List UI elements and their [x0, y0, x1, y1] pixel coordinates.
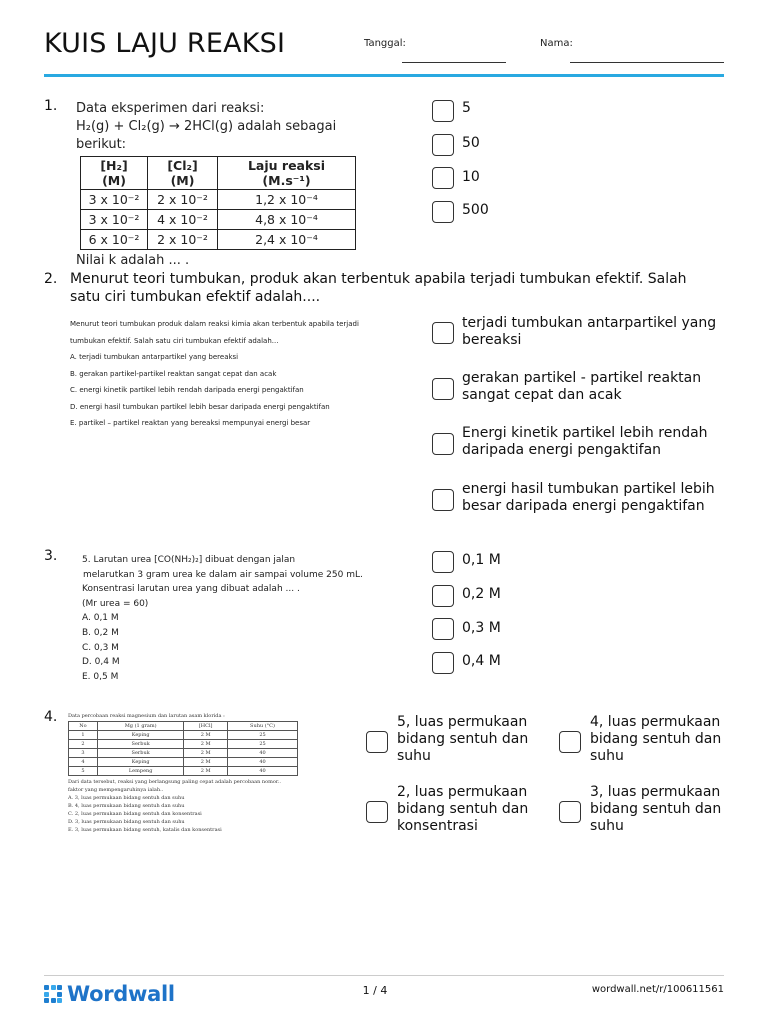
answer-checkbox[interactable] — [559, 801, 581, 823]
table-cell: 2 — [69, 740, 98, 749]
table-row — [69, 758, 298, 767]
table-cell: 2 x 10⁻² — [148, 230, 218, 250]
image-text-line: Menurut teori tumbukan produk dalam reaksi kimia akan terbentuk apabila terjadi — [70, 320, 359, 328]
footer-divider — [44, 975, 724, 976]
answer-option: 50 — [462, 135, 480, 151]
image-text-line: D. 0,4 M — [82, 657, 120, 668]
image-text-line: C. energi kinetik partikel lebih rendah daripada energi pengaktifan — [70, 386, 304, 394]
table-header-cell: No — [69, 722, 98, 731]
answer-checkbox[interactable] — [432, 489, 454, 511]
table-cell: Keping — [97, 731, 183, 740]
table-cell: 2 x 10⁻² — [148, 190, 218, 210]
table-cell: 25 — [228, 731, 298, 740]
table-cell: 3 — [69, 749, 98, 758]
answer-option: 3, luas permukaan bidang sentuh dan suhu — [590, 784, 722, 834]
image-text-line: Data eksperimen dari reaksi: — [76, 101, 265, 116]
question-text: Menurut teori tumbukan, produk akan terbentuk apabila terjadi tumbukan efektif. Salah satu ciri tumbukan efektif adalah.... — [70, 271, 687, 305]
page-title: KUIS LAJU REAKSI — [44, 28, 286, 59]
image-text-line: H₂(g) + Cl₂(g) → 2HCl(g) adalah sebagai — [76, 119, 337, 134]
answer-option: 500 — [462, 202, 489, 218]
answer-option: 0,3 M — [462, 620, 501, 636]
date-field-line[interactable] — [402, 62, 506, 63]
table-cell: 2 M — [184, 767, 228, 776]
answer-checkbox[interactable] — [432, 652, 454, 674]
table-cell: 2 M — [184, 731, 228, 740]
answer-option: 0,1 M — [462, 552, 501, 568]
answer-checkbox[interactable] — [559, 731, 581, 753]
answer-option: 2, luas permukaan bidang sentuh dan konsentrasi — [397, 784, 529, 834]
data-table — [68, 721, 298, 776]
answer-checkbox[interactable] — [432, 378, 454, 400]
question-number: 3. — [44, 548, 58, 564]
image-text-line: B. 4, luas permukaan bidang sentuh dan suhu — [68, 803, 185, 809]
table-header-row — [69, 722, 298, 731]
answer-checkbox[interactable] — [432, 433, 454, 455]
table-cell: 40 — [228, 767, 298, 776]
date-label: Tanggal: — [364, 38, 406, 49]
answer-option: 5 — [462, 100, 471, 116]
image-text-line: A. 0,1 M — [82, 613, 119, 624]
image-text-line: faktor yang mempengaruhinya ialah.. — [68, 787, 164, 793]
answer-checkbox[interactable] — [432, 551, 454, 573]
wordwall-grid-icon — [44, 985, 62, 1003]
table-header-cell: Suhu (°C) — [228, 722, 298, 731]
table-cell: 6 x 10⁻² — [81, 230, 148, 250]
table-cell: 2,4 x 10⁻⁴ — [218, 230, 356, 250]
answer-checkbox[interactable] — [432, 322, 454, 344]
image-text-line: C. 0,3 M — [82, 642, 119, 653]
table-row — [81, 210, 356, 230]
image-text-line: Nilai k adalah ... . — [76, 253, 190, 268]
image-text-line: tumbukan efektif. Salah satu ciri tumbukan efektif adalah... — [70, 336, 279, 345]
answer-checkbox[interactable] — [432, 585, 454, 607]
table-cell: 40 — [228, 749, 298, 758]
table-row — [69, 749, 298, 758]
table-cell: Serbuk — [97, 740, 183, 749]
answer-checkbox[interactable] — [432, 100, 454, 122]
answer-option: energi hasil tumbukan partikel lebih besar daripada energi pengaktifan — [462, 481, 715, 514]
table-cell: 2 M — [184, 740, 228, 749]
image-caption: Data percobaan reaksi magnesium dan larutan asam klorida : — [68, 713, 225, 719]
image-text-line: (Mr urea = 60) — [82, 598, 149, 609]
table-cell: 40 — [228, 758, 298, 767]
name-field-line[interactable] — [570, 62, 724, 63]
data-table — [80, 156, 356, 250]
answer-option: terjadi tumbukan antarpartikel yang bereaksi — [462, 315, 717, 348]
image-text-line: D. 3, luas permukaan bidang sentuh dan suhu — [68, 819, 185, 825]
table-cell: 2 M — [184, 749, 228, 758]
answer-option: gerakan partikel - partikel reaktan sangat cepat dan acak — [462, 370, 702, 403]
answer-option: Energi kinetik partikel lebih rendah daripada energi pengaktifan — [462, 425, 708, 458]
table-cell: 4 — [69, 758, 98, 767]
image-text-line: A. terjadi tumbukan antarpartikel yang bereaksi — [70, 353, 239, 361]
question-number: 4. — [44, 709, 58, 725]
wordwall-logo — [44, 982, 175, 1006]
table-cell: 4,8 x 10⁻⁴ — [218, 210, 356, 230]
image-text-line: E. 3, luas permukaan bidang sentuh, katalis dan konsentrasi — [68, 827, 222, 833]
image-text-line: Konsentrasi larutan urea yang dibuat adalah ... . — [82, 584, 300, 595]
answer-option: 10 — [462, 169, 480, 185]
table-cell: 1,2 x 10⁻⁴ — [218, 190, 356, 210]
image-text-line: E. partikel – partikel reaktan yang bereaksi mempunyai energi besar — [70, 419, 311, 427]
table-row — [81, 230, 356, 250]
image-text-line: melarutkan 3 gram urea ke dalam air sampai volume 250 mL. — [83, 569, 363, 580]
table-header-cell: [Cl₂] (M) — [148, 157, 218, 190]
table-cell: 3 x 10⁻² — [81, 210, 148, 230]
table-header-cell: Laju reaksi (M.s⁻¹) — [218, 157, 356, 190]
brand-name: Wordwall — [67, 982, 175, 1006]
question-4-image — [68, 712, 308, 834]
image-text-line: berikut: — [76, 137, 127, 152]
table-header-cell: Mg (1 gram) — [97, 722, 183, 731]
table-header-cell: [HCl] — [184, 722, 228, 731]
image-text-line: A. 3, luas permukaan bidang sentuh dan suhu — [68, 795, 185, 801]
image-text-line: E. 0,5 M — [82, 671, 119, 682]
name-label: Nama: — [540, 38, 573, 49]
image-text-line: B. gerakan partikel-partikel reaktan sangat cepat dan acak — [70, 369, 277, 378]
question-3-image — [82, 553, 382, 684]
image-text-line: C. 2, luas permukaan bidang sentuh dan konsentrasi — [68, 811, 202, 817]
table-header-row — [81, 157, 356, 190]
table-row — [69, 740, 298, 749]
answer-checkbox[interactable] — [366, 801, 388, 823]
answer-option: 4, luas permukaan bidang sentuh dan suhu — [590, 714, 722, 764]
table-cell: 5 — [69, 767, 98, 776]
table-row — [81, 190, 356, 210]
table-cell: 2 M — [184, 758, 228, 767]
table-cell: 1 — [69, 731, 98, 740]
answer-checkbox[interactable] — [432, 134, 454, 156]
answer-checkbox[interactable] — [432, 201, 454, 223]
answer-option: 5, luas permukaan bidang sentuh dan suhu — [397, 714, 529, 764]
table-cell: Keping — [97, 758, 183, 767]
header-divider — [44, 74, 724, 77]
answer-checkbox[interactable] — [432, 618, 454, 640]
page-indicator: 1 / 4 — [362, 984, 388, 997]
image-text-line: D. energi hasil tumbukan partikel lebih besar daripada energi pengaktifan — [70, 402, 330, 411]
question-number: 2. — [44, 271, 58, 287]
table-row — [69, 767, 298, 776]
table-cell: Serbuk — [97, 749, 183, 758]
source-url[interactable]: wordwall.net/r/100611561 — [591, 984, 724, 995]
table-header-cell: [H₂] (M) — [81, 157, 148, 190]
table-row — [69, 731, 298, 740]
table-cell: 3 x 10⁻² — [81, 190, 148, 210]
image-text-line: B. 0,2 M — [82, 627, 119, 638]
answer-option: 0,4 M — [462, 653, 501, 669]
answer-checkbox[interactable] — [366, 731, 388, 753]
image-text-line: 5. Larutan urea [CO(NH₂)₂] dibuat dengan jalan — [82, 555, 296, 565]
table-cell: 25 — [228, 740, 298, 749]
answer-option: 0,2 M — [462, 586, 501, 602]
question-number: 1. — [44, 98, 58, 114]
answer-checkbox[interactable] — [432, 167, 454, 189]
table-cell: 4 x 10⁻² — [148, 210, 218, 230]
question-2-image — [70, 316, 390, 432]
image-text-line: Dari data tersebut, reaksi yang berlangsung paling cepat adalah percobaan nomor.. — [68, 779, 281, 785]
table-cell: Lempeng — [97, 767, 183, 776]
question-1-image — [76, 100, 356, 270]
